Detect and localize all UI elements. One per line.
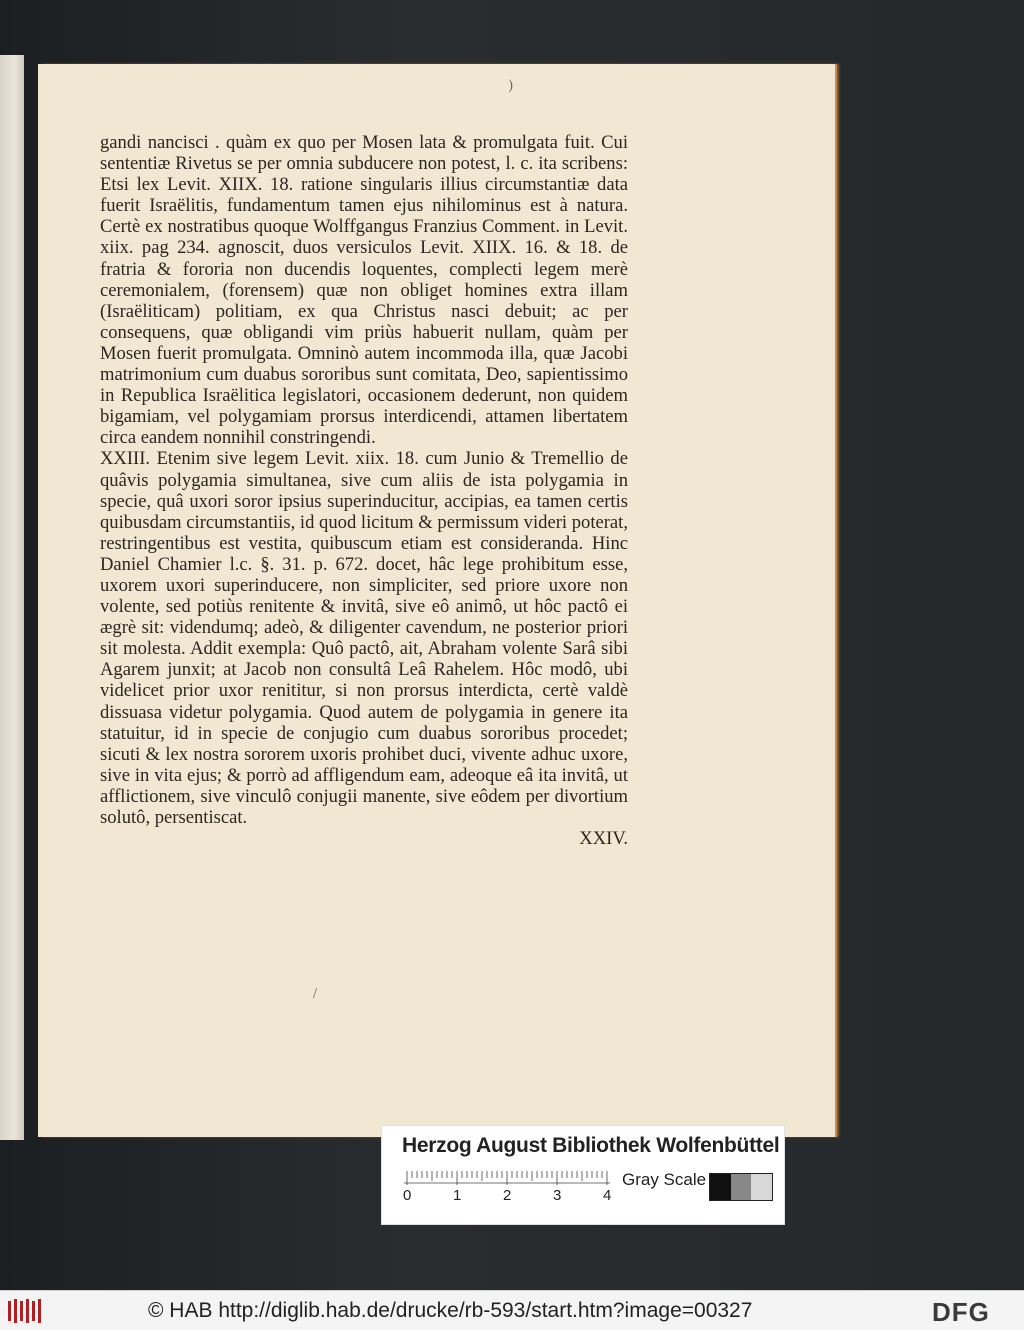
gray-patch-dark xyxy=(710,1174,731,1200)
ruler-label: 0 xyxy=(403,1187,412,1204)
book-page xyxy=(38,64,835,1137)
dfg-logo[interactable]: DFG xyxy=(932,1297,990,1327)
catchword: XXIV. xyxy=(579,828,628,850)
paragraph-2: XXIII. Etenim sive legem Levit. xiix. 18. cum Junio & Tremellio de quâvis polygamia simultanea, sive cum aliis de ista polygamia in specie, quâ uxori soror ipsius superinducitur, accipias, ea tamen certis quibusdam circumstantiis, id quod licitum & permissum videri poterat, restringentibus est vestita, quibuscum etiam est consideranda. Hinc Daniel Chamier l.c. §. 31. p. 672. docet, hâc lege prohibitum esse, uxorem uxori superinducere, non simpliciter, sed priore uxore non volente, sed potiùs renitente & invitâ, sive eô animô, ut hôc pactô ei ægrè sit: videndumq; adeò, & diligenter cavendum, ne posterior priori sit molesta. Addit exempla: Quô pactô, ait, Abraham volente Sarâ sibi Agarem junxit; at Jacob non consultâ Leâ Rahelem. Hôc modô, ubi videlicet prior uxor renititur, si non prorsus interdicta, certè valdè dissuasa videtur polygamia. Quod autem de polygamia in genere ita statuitur, id in specie de conjugio cum duabus sororibus procedet; sicuti & lex nostra sororem uxoris prohibet duci, vivente adhuc uxore, sive in vita ejus; & porrò ad affligendum eam, adeoque eâ ita invitâ, ut afflictionem, sive vinculô conjugii manente, sive eôdem per divortium solutô, persentiscat. xyxy=(100,448,628,828)
gray-scale-patches xyxy=(709,1173,773,1201)
ruler-scale xyxy=(403,1171,612,1204)
viewer-footer xyxy=(0,1290,1024,1330)
ruler-label: 2 xyxy=(503,1187,512,1204)
ruler-label: 4 xyxy=(603,1187,612,1204)
color-target-card xyxy=(381,1125,785,1225)
previous-page-edge xyxy=(0,55,24,1140)
ruler-label: 1 xyxy=(453,1187,462,1204)
gray-scale-label: Gray Scale xyxy=(622,1170,707,1189)
copyright-url[interactable]: © HAB http://diglib.hab.de/drucke/rb-593/start.htm?image=00327 xyxy=(148,1299,753,1322)
ruler-label: 3 xyxy=(553,1187,562,1204)
page-text xyxy=(100,132,628,849)
pencil-mark: / xyxy=(313,986,318,1000)
hab-logo-icon[interactable] xyxy=(6,1297,46,1325)
paragraph-1: gandi nancisci . quàm ex quo per Mosen lata & promulgata fuit. Cui sententiæ Rivetus se per omnia subducere non potest, l. c. ita scribens: Etsi lex Levit. XIIX. 18. ratione singularis illius circumstantiæ data fuerit Israëlitis, fundamentum tamen ejus nihilominus est à natura. Certè ex nostratibus quoque Wolffgangus Franzius Comment. in Levit. xiix. pag 234. agnoscit, duos versiculos Levit. XIIX. 16. & 18. de fratria & fororia non ducendis loquentes, complecti legem merè ceremonialem, (forensem) quæ non obliget homines extra illam (Israëliticam) politiam, ex qua Christus nasci debuit; ac per consequens, quæ obligandi vim priùs habuerit nullam, quàm per Mosen fuerit promulgata. Omninò autem incommoda illa, quæ Jacobi matrimonium cum duabus sororibus sunt comitata, Deo, sapientissimo in Republica Israëlitica legislatori, occasionem dederunt, non quidem bigamiam, vel polygamiam prorsus interdicendi, attamen libertatem circa eandem nonnihil constringendi. xyxy=(100,132,628,449)
page-mark: ) xyxy=(508,78,514,94)
gray-patch-mid xyxy=(731,1174,752,1200)
gray-patch-light xyxy=(751,1174,772,1200)
library-name: Herzog August Bibliothek Wolfenbüttel xyxy=(402,1134,780,1157)
